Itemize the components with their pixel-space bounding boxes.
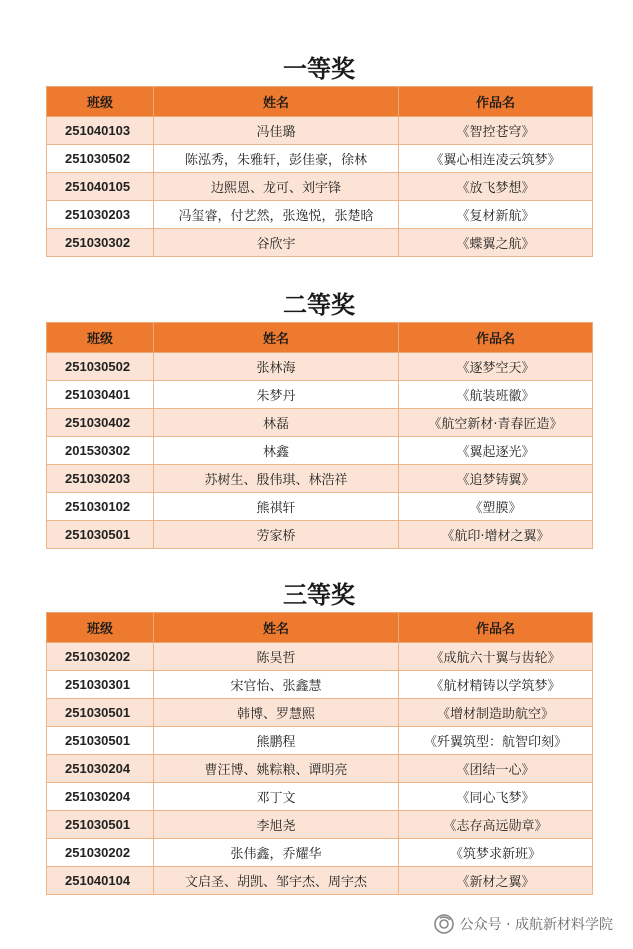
table-row: [47, 381, 593, 409]
header-class: 班级: [47, 613, 154, 643]
table-row: [47, 353, 593, 381]
section-title: 三等奖: [283, 581, 355, 609]
table-row: [47, 811, 593, 839]
cell-class: 251030501: [47, 727, 154, 755]
header-name: 姓名: [154, 613, 399, 643]
cell-name: 苏树生、殷伟琪、林浩祥: [154, 465, 399, 493]
cell-class: 251030402: [47, 409, 154, 437]
section-title: 二等奖: [283, 291, 355, 319]
cell-class: 251030502: [47, 353, 154, 381]
header-class: 班级: [47, 87, 154, 117]
table-header-row: [47, 613, 593, 643]
cell-class: 251030501: [47, 699, 154, 727]
table-row: [47, 727, 593, 755]
table-row: [47, 465, 593, 493]
watermark-text: 公众号 · 成航新材料学院: [459, 917, 613, 933]
table-row: [47, 409, 593, 437]
cell-class: 251030401: [47, 381, 154, 409]
cell-name: 文启圣、胡凯、邹宇杰、周宇杰: [154, 867, 399, 895]
header-work: 作品名: [399, 323, 593, 353]
table-row: [47, 229, 593, 257]
section-title: 一等奖: [283, 55, 355, 83]
cell-work: 《翼起逐光》: [399, 437, 593, 465]
cell-work: 《增材制造助航空》: [399, 699, 593, 727]
table-header-row: [47, 87, 593, 117]
cell-class: 251030202: [47, 643, 154, 671]
table-row: [47, 643, 593, 671]
cell-work: 《航材精铸以学筑梦》: [399, 671, 593, 699]
cell-name: 张林海: [154, 353, 399, 381]
cell-class: 251030204: [47, 783, 154, 811]
award-table: [46, 612, 593, 895]
cell-class: 251030501: [47, 521, 154, 549]
cell-work: 《团结一心》: [399, 755, 593, 783]
cell-name: 朱梦丹: [154, 381, 399, 409]
cell-name: 林鑫: [154, 437, 399, 465]
cell-class: 251030302: [47, 229, 154, 257]
first-prize-section: [46, 52, 592, 257]
cell-name: 李旭尧: [154, 811, 399, 839]
table-row: [47, 521, 593, 549]
header-name: 姓名: [154, 87, 399, 117]
cell-name: 宋官怡、张鑫慧: [154, 671, 399, 699]
cell-work: 《航印·增材之翼》: [399, 521, 593, 549]
cell-class: 251030203: [47, 201, 154, 229]
table-row: [47, 493, 593, 521]
cell-class: 251030203: [47, 465, 154, 493]
cell-class: 251040103: [47, 117, 154, 145]
cell-name: 林磊: [154, 409, 399, 437]
cell-name: 熊祺轩: [154, 493, 399, 521]
cell-class: 251030102: [47, 493, 154, 521]
table-row: [47, 699, 593, 727]
cell-work: 《智控苍穹》: [399, 117, 593, 145]
cell-name: 陈泓秀，朱雅轩，彭佳豪，徐林: [154, 145, 399, 173]
award-table: [46, 86, 593, 257]
header-work: 作品名: [399, 613, 593, 643]
table-header-row: [47, 323, 593, 353]
cell-work: 《新材之翼》: [399, 867, 593, 895]
table-row: [47, 671, 593, 699]
award-table: [46, 322, 593, 549]
cell-name: 冯玺睿，付艺然，张逸悦，张楚晗: [154, 201, 399, 229]
cell-class: 251030204: [47, 755, 154, 783]
cell-work: 《复材新航》: [399, 201, 593, 229]
table-row: [47, 867, 593, 895]
cell-class: 251030202: [47, 839, 154, 867]
cell-work: 《航空新材·青春匠造》: [399, 409, 593, 437]
table-row: [47, 783, 593, 811]
cell-name: 边熙恩、龙可、刘宇锋: [154, 173, 399, 201]
third-prize-section: [46, 578, 592, 895]
cell-name: 张伟鑫，乔耀华: [154, 839, 399, 867]
table-row: [47, 437, 593, 465]
header-work: 作品名: [399, 87, 593, 117]
cell-class: 251040105: [47, 173, 154, 201]
cell-class: 251030301: [47, 671, 154, 699]
cell-name: 熊鹏程: [154, 727, 399, 755]
cell-work: 《志存高远勋章》: [399, 811, 593, 839]
cell-name: 韩博、罗慧熙: [154, 699, 399, 727]
second-prize-section: [46, 288, 592, 549]
cell-name: 谷欣宇: [154, 229, 399, 257]
cell-work: 《翼心相连凌云筑梦》: [399, 145, 593, 173]
cell-work: 《放飞梦想》: [399, 173, 593, 201]
cell-work: 《筑梦求新班》: [399, 839, 593, 867]
header-name: 姓名: [154, 323, 399, 353]
cell-name: 劳家桥: [154, 521, 399, 549]
cell-work: 《逐梦空天》: [399, 353, 593, 381]
watermark: [434, 912, 613, 936]
cell-class: 251030502: [47, 145, 154, 173]
header-class: 班级: [47, 323, 154, 353]
cell-name: 邓丁文: [154, 783, 399, 811]
cell-class: 251030501: [47, 811, 154, 839]
cell-work: 《塑膜》: [399, 493, 593, 521]
wechat-official-account-icon: [434, 914, 454, 934]
cell-class: 251040104: [47, 867, 154, 895]
cell-work: 《同心飞梦》: [399, 783, 593, 811]
table-row: [47, 173, 593, 201]
cell-work: 《航装班徽》: [399, 381, 593, 409]
table-row: [47, 755, 593, 783]
cell-name: 陈昊哲: [154, 643, 399, 671]
cell-work: 《追梦铸翼》: [399, 465, 593, 493]
cell-name: 曹汪博、姚粽粮、谭明亮: [154, 755, 399, 783]
cell-work: 《蝶翼之航》: [399, 229, 593, 257]
table-row: [47, 839, 593, 867]
table-row: [47, 145, 593, 173]
table-row: [47, 117, 593, 145]
cell-work: 《成航六十翼与齿轮》: [399, 643, 593, 671]
cell-name: 冯佳璐: [154, 117, 399, 145]
cell-work: 《歼翼筑型：航智印刻》: [399, 727, 593, 755]
table-row: [47, 201, 593, 229]
cell-class: 201530302: [47, 437, 154, 465]
